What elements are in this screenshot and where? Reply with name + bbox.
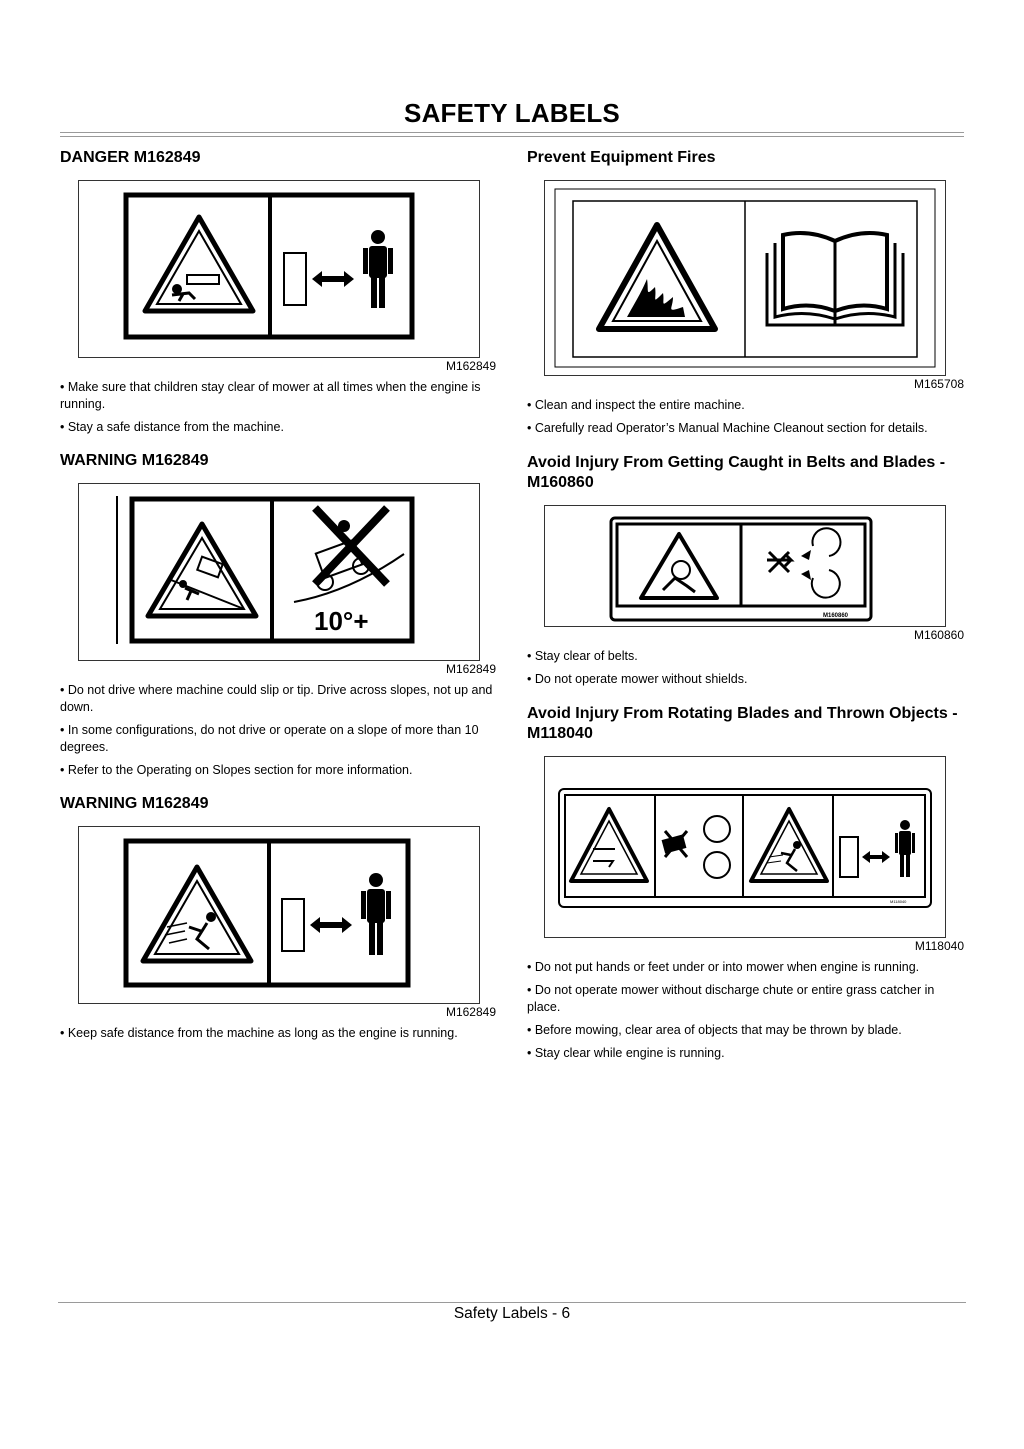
page-title: SAFETY LABELS — [404, 98, 620, 128]
warning-slopes-section — [60, 451, 496, 779]
warning-triangle-icon — [145, 217, 253, 311]
figure-code: M118040 — [914, 939, 964, 953]
warning-triangle-icon — [143, 867, 251, 961]
blades-label-figure — [544, 756, 946, 938]
figure-code: M160860 — [913, 628, 964, 642]
warning-slopes-label-figure — [78, 483, 480, 661]
section-heading: WARNING M162849 — [60, 795, 209, 812]
bullet-text: • Do not operate mower without shields. — [527, 672, 748, 686]
bullet-text: • Stay clear of belts. — [527, 649, 638, 663]
warning-triangle-icon — [751, 809, 827, 881]
rotating-blade-icon — [662, 816, 730, 878]
belts-label-figure — [544, 505, 946, 627]
section-heading: Prevent Equipment Fires — [527, 149, 716, 166]
bullet-text: • Clean and inspect the entire machine. — [527, 398, 745, 412]
bullet-text: • Carefully read Operator’s Manual Machine Cleanout section for details. — [527, 421, 928, 435]
fires-label-figure — [544, 180, 946, 376]
label-inner-code: M160860 — [823, 613, 849, 619]
title-divider-bottom — [60, 136, 964, 137]
figure-code: M162849 — [445, 359, 496, 373]
bullet-text: • Do not put hands or feet under or into mower when engine is running. — [527, 960, 920, 974]
bullet-text: • Do not drive where machine could slip or tip. Drive across slopes, not up and down. — [60, 683, 493, 714]
blades-section — [527, 704, 964, 1062]
slope-degrees-text: 10°+ — [314, 606, 369, 636]
no-slope-driving-icon — [294, 508, 404, 636]
bullet-text: • Stay clear while engine is running. — [527, 1046, 725, 1060]
keep-distance-icon — [282, 873, 391, 955]
left-column — [60, 148, 496, 1042]
keep-distance-icon — [840, 820, 915, 877]
figure-code: M162849 — [445, 662, 496, 676]
rotating-belt-icon — [767, 528, 840, 597]
section-heading: WARNING M162849 — [60, 452, 209, 469]
warning-triangle-icon — [148, 524, 256, 616]
warning-thrown-section — [60, 794, 496, 1042]
fires-section — [527, 148, 964, 437]
right-column — [527, 148, 964, 1062]
bullet-text: • Do not operate mower without discharge chute or entire grass catcher in place. — [527, 983, 935, 1014]
page-footer: Safety Labels - 6 — [453, 1305, 571, 1322]
bullet-text: • Stay a safe distance from the machine. — [60, 420, 284, 434]
bullet-text: • Before mowing, clear area of objects that may be thrown by blade. — [527, 1023, 902, 1037]
figure-code: M165708 — [913, 377, 964, 391]
title-divider-top — [60, 132, 964, 133]
belts-section — [527, 453, 964, 688]
figure-code: M162849 — [445, 1005, 496, 1019]
bullet-text: • Refer to the Operating on Slopes section for more information. — [60, 763, 413, 777]
warning-triangle-icon — [641, 534, 717, 598]
bullet-text: • Keep safe distance from the machine as long as the engine is running. — [60, 1026, 458, 1040]
keep-distance-icon — [284, 230, 393, 308]
warning-triangle-icon — [571, 809, 647, 881]
bullet-text: • Make sure that children stay clear of mower at all times when the engine is running. — [60, 380, 481, 411]
section-heading: Avoid Injury From Rotating Blades and Thrown Objects - M118040 — [527, 705, 958, 742]
section-heading: DANGER M162849 — [60, 149, 201, 166]
footer-divider — [58, 1302, 966, 1303]
label-inner-code: M118040 — [890, 899, 907, 904]
warning-triangle-icon — [599, 225, 715, 329]
warning-thrown-label-figure — [78, 826, 480, 1004]
danger-section — [60, 148, 496, 436]
section-heading: Avoid Injury From Getting Caught in Belts and Blades - M160860 — [527, 454, 946, 491]
bullet-text: • In some configurations, do not drive or operate on a slope of more than 10 degrees. — [60, 723, 479, 754]
danger-label-figure — [78, 180, 480, 358]
operator-manual-icon — [767, 233, 903, 325]
